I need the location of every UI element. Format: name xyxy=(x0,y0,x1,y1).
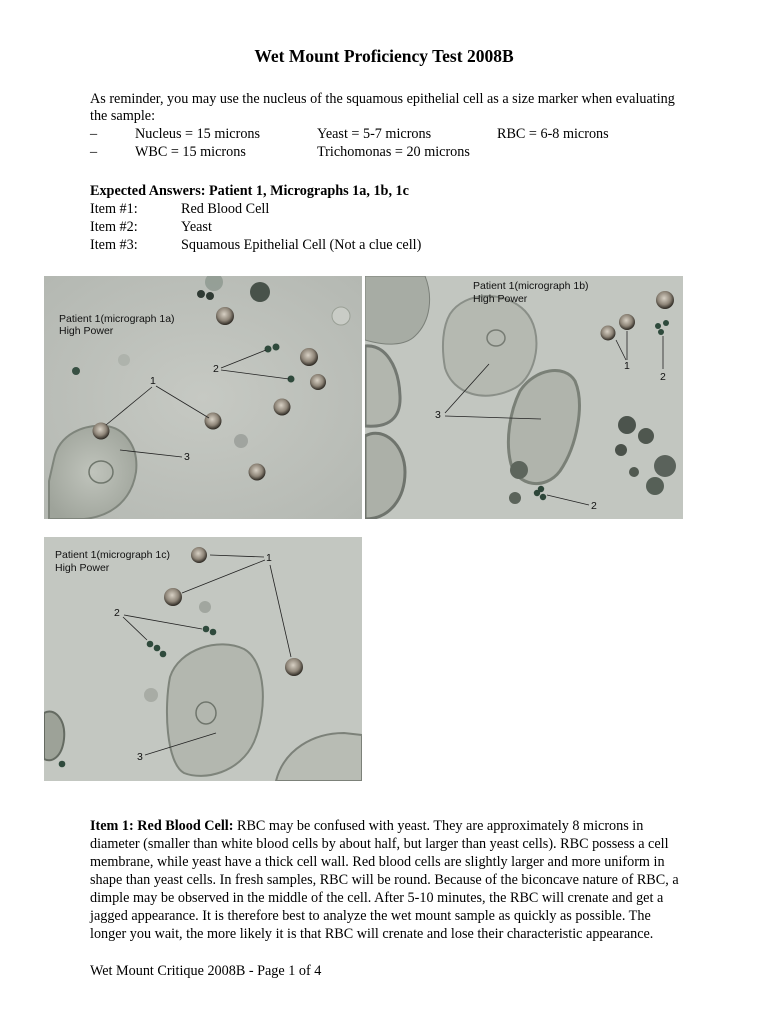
item1-paragraph xyxy=(90,817,740,835)
micrograph-1c xyxy=(44,537,362,781)
marker-number: 3 xyxy=(184,451,190,463)
item1-text: RBC may be confused with yeast. They are approximately 8 microns in xyxy=(233,818,644,834)
marker-number: 2 xyxy=(591,500,597,512)
size-rbc: RBC = 6-8 microns xyxy=(497,126,609,142)
marker-number: 2 xyxy=(660,371,666,383)
item-label: Item #2: xyxy=(90,219,138,235)
page-footer: Wet Mount Critique 2008B - Page 1 of 4 xyxy=(90,963,322,979)
size-trichomonas: Trichomonas = 20 microns xyxy=(317,144,470,160)
size-dash: – xyxy=(90,126,98,142)
item1-text: membrane, while yeast have a thick cell wall. Red blood cells are slightly larger and more uniform in xyxy=(90,854,665,870)
intro-line-1: As reminder, you may use the nucleus of the squamous epithelial cell as a size marker when evaluating xyxy=(90,91,675,107)
micrograph-caption: High Power xyxy=(55,562,110,574)
marker-number: 1 xyxy=(150,375,156,387)
micrograph-caption: High Power xyxy=(473,293,528,305)
micrograph-caption: High Power xyxy=(59,325,114,337)
micrograph-caption: Patient 1(micrograph 1a) xyxy=(59,313,175,325)
micrograph-caption: Patient 1(micrograph 1b) xyxy=(473,280,589,292)
item-value: Red Blood Cell xyxy=(181,201,270,217)
expected-answers-heading: Expected Answers: Patient 1, Micrographs 1a, 1b, 1c xyxy=(90,183,409,199)
page-title: Wet Mount Proficiency Test 2008B xyxy=(254,46,514,66)
item-value: Squamous Epithelial Cell (Not a clue cell) xyxy=(181,237,422,253)
item1-section xyxy=(90,817,740,943)
item1-text: shape than yeast cells. In fresh samples, RBC will be round. Because of the biconcave nature of RBC, a xyxy=(90,872,679,888)
marker-number: 1 xyxy=(624,360,630,372)
item1-text: jagged appearance. It is therefore best to analyze the wet mount sample as quickly as possible. The xyxy=(90,908,651,924)
size-dash: – xyxy=(90,144,98,160)
size-nucleus: Nucleus = 15 microns xyxy=(135,126,261,142)
item1-text: diameter (smaller than white blood cells by about half, but larger than yeast cells). RBC possess a cell xyxy=(90,836,669,852)
item-label: Item #3: xyxy=(90,237,138,253)
micrograph-1a xyxy=(44,276,362,519)
marker-number: 2 xyxy=(114,607,120,619)
item1-heading: Item 1: Red Blood Cell: xyxy=(90,818,234,834)
item1-text: dimple may be observed in the middle of the cell. After 5-10 minutes, the RBC will crenate and get a xyxy=(90,890,664,906)
marker-number: 3 xyxy=(137,751,143,763)
item-label: Item #1: xyxy=(90,201,138,217)
marker-number: 2 xyxy=(213,363,219,375)
micrograph-1b xyxy=(365,276,683,519)
micrograph-caption: Patient 1(micrograph 1c) xyxy=(55,549,170,561)
item-value: Yeast xyxy=(181,219,212,235)
size-yeast: Yeast = 5-7 microns xyxy=(317,126,432,142)
size-wbc: WBC = 15 microns xyxy=(135,144,246,160)
intro-line-2: the sample: xyxy=(90,108,156,124)
marker-number: 1 xyxy=(266,552,272,564)
marker-number: 3 xyxy=(435,409,441,421)
item1-text: longer you wait, the more likely it is that RBC will crenate and lose their characteristic appearance. xyxy=(90,926,654,942)
